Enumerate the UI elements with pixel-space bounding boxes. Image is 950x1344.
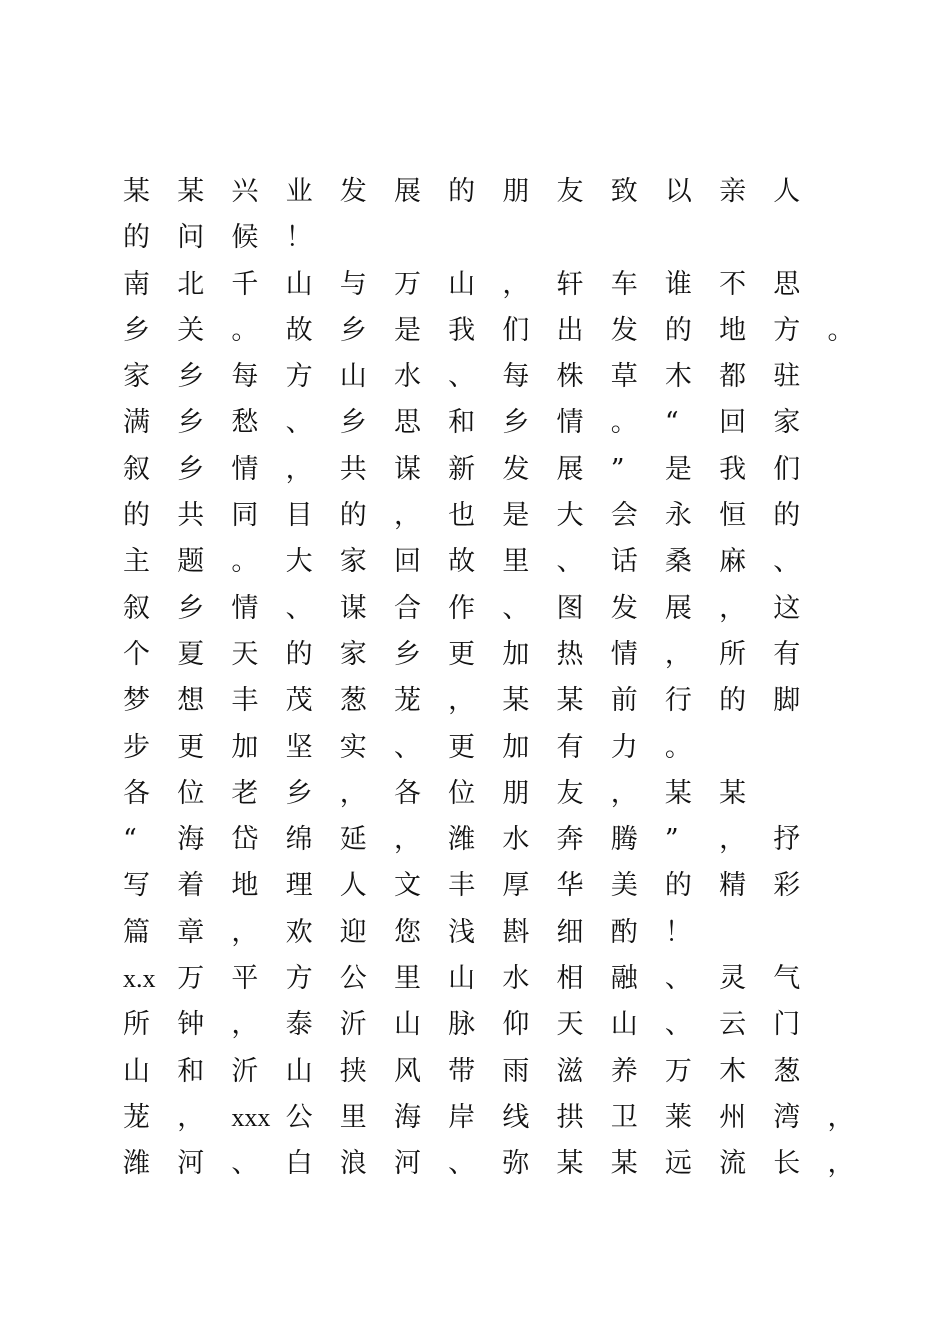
glyph: 里 — [393, 963, 421, 995]
glyph: 、 — [285, 407, 313, 439]
glyph: 大 — [285, 546, 313, 578]
glyph: 题 — [177, 546, 205, 578]
glyph: 千 — [231, 268, 259, 300]
glyph: 们 — [502, 314, 530, 346]
text-line — [123, 1141, 855, 1187]
glyph: 迎 — [339, 916, 367, 948]
glyph: 。 — [231, 314, 259, 346]
glyph: 某 — [719, 777, 747, 809]
glyph: 、 — [448, 1148, 476, 1180]
glyph: 浅 — [448, 916, 476, 948]
glyph: 某 — [664, 777, 692, 809]
glyph: 愁 — [231, 407, 259, 439]
glyph: 、 — [664, 1009, 692, 1041]
glyph: 酌 — [610, 916, 638, 948]
glyph: “ — [664, 407, 679, 439]
glyph: 候 — [231, 222, 259, 254]
glyph: 线 — [502, 1101, 530, 1133]
glyph: 朋 — [502, 777, 530, 809]
glyph: 实 — [339, 731, 367, 763]
glyph: 茏 — [123, 1101, 150, 1133]
glyph: 带 — [448, 1055, 476, 1087]
glyph: ， — [610, 777, 638, 809]
glyph: ， — [177, 1101, 205, 1133]
glyph: 、 — [502, 592, 530, 624]
glyph: 平 — [231, 963, 259, 995]
glyph: 方 — [285, 963, 313, 995]
glyph: 人 — [339, 870, 367, 902]
glyph: 前 — [610, 685, 638, 717]
glyph: ， — [393, 500, 421, 532]
text-line — [123, 863, 843, 909]
glyph: 某 — [610, 1148, 638, 1180]
glyph: 脚 — [773, 685, 801, 717]
text-line — [123, 1002, 843, 1048]
glyph: 水 — [502, 824, 530, 856]
glyph: “ — [123, 824, 137, 856]
glyph: 滋 — [556, 1055, 584, 1087]
latin-run: xxx — [231, 1102, 271, 1132]
glyph: 轩 — [556, 268, 584, 300]
glyph: 厚 — [502, 870, 530, 902]
glyph: ， — [502, 268, 530, 300]
glyph: 恒 — [719, 500, 747, 532]
glyph: 木 — [719, 1055, 747, 1087]
glyph: 门 — [773, 1009, 801, 1041]
glyph: 桑 — [664, 546, 692, 578]
glyph: 乡 — [339, 314, 367, 346]
glyph: 乡 — [177, 592, 205, 624]
glyph: 里 — [502, 546, 530, 578]
glyph: 。 — [231, 546, 259, 578]
glyph: 株 — [556, 361, 584, 393]
glyph: 河 — [177, 1148, 205, 1180]
glyph: 细 — [556, 916, 584, 948]
glyph: 会 — [610, 500, 638, 532]
text-line — [123, 632, 843, 678]
glyph: ， — [719, 592, 747, 624]
glyph: 亲 — [719, 176, 747, 207]
glyph: 我 — [448, 314, 476, 346]
text-line — [123, 586, 843, 632]
glyph: 有 — [556, 731, 584, 763]
glyph: 的 — [664, 870, 692, 902]
glyph: 草 — [610, 361, 638, 393]
glyph: 新 — [448, 453, 476, 485]
glyph: 华 — [556, 870, 584, 902]
glyph: 。 — [610, 407, 638, 439]
glyph: 致 — [610, 176, 638, 207]
glyph: 业 — [285, 176, 313, 207]
glyph: 满 — [123, 407, 150, 439]
glyph: 谁 — [664, 268, 692, 300]
glyph: 潍 — [448, 824, 476, 856]
glyph: 梦 — [123, 685, 150, 717]
glyph: 乡 — [177, 407, 205, 439]
glyph: 、 — [773, 546, 801, 578]
glyph: 茂 — [285, 685, 313, 717]
glyph: 公 — [285, 1101, 313, 1133]
glyph: 我 — [719, 453, 747, 485]
glyph: 的 — [123, 222, 150, 254]
glyph: 美 — [610, 870, 638, 902]
glyph: 山 — [448, 268, 476, 300]
glyph: 万 — [393, 268, 421, 300]
text-line — [123, 539, 843, 585]
glyph: 某 — [502, 685, 530, 717]
glyph: 乡 — [393, 638, 421, 670]
glyph: 山 — [393, 1009, 421, 1041]
glyph: 麻 — [719, 546, 747, 578]
glyph: 、 — [285, 592, 313, 624]
glyph: 是 — [393, 314, 421, 346]
glyph: 远 — [664, 1148, 692, 1180]
text-line — [123, 354, 843, 400]
glyph: 茏 — [393, 685, 421, 717]
glyph: 夏 — [177, 638, 205, 670]
glyph: 故 — [448, 546, 476, 578]
glyph: 山 — [123, 1055, 150, 1087]
glyph: 发 — [610, 314, 638, 346]
glyph: 家 — [339, 638, 367, 670]
glyph: 思 — [393, 407, 421, 439]
glyph: 欢 — [285, 916, 313, 948]
glyph: 的 — [773, 500, 801, 532]
glyph: 山 — [448, 963, 476, 995]
glyph: 问 — [177, 222, 205, 254]
body-text — [123, 169, 855, 1188]
glyph: 家 — [339, 546, 367, 578]
glyph: 不 — [719, 268, 747, 300]
glyph: 各 — [393, 777, 421, 809]
glyph: 情 — [231, 592, 259, 624]
glyph: 想 — [177, 685, 205, 717]
glyph: 主 — [123, 546, 150, 578]
glyph: 山 — [610, 1009, 638, 1041]
glyph: 展 — [664, 592, 692, 624]
glyph: 家 — [123, 361, 150, 393]
glyph: 情 — [556, 407, 584, 439]
glyph: ， — [339, 777, 367, 809]
glyph: 写 — [123, 870, 150, 902]
glyph: 万 — [664, 1055, 692, 1087]
glyph: 故 — [285, 314, 313, 346]
glyph: 沂 — [339, 1009, 367, 1041]
glyph: 脉 — [448, 1009, 476, 1041]
glyph: ， — [393, 824, 421, 856]
glyph: ” — [664, 824, 679, 856]
glyph: 北 — [177, 268, 205, 300]
glyph: 回 — [719, 407, 747, 439]
glyph: 水 — [393, 361, 421, 393]
glyph: 永 — [664, 500, 692, 532]
glyph: 的 — [123, 500, 150, 532]
glyph: 的 — [339, 500, 367, 532]
glyph: 话 — [610, 546, 638, 578]
glyph: 木 — [664, 361, 692, 393]
glyph: 大 — [556, 500, 584, 532]
glyph: 是 — [502, 500, 530, 532]
glyph: 方 — [773, 314, 801, 346]
glyph: 气 — [773, 963, 801, 995]
glyph: 腾 — [610, 824, 638, 856]
glyph: 地 — [719, 314, 747, 346]
text-line — [123, 771, 843, 817]
glyph: 车 — [610, 268, 638, 300]
glyph: 山 — [339, 361, 367, 393]
glyph: 每 — [502, 361, 530, 393]
glyph: 万 — [177, 963, 205, 995]
glyph: 湾 — [773, 1101, 801, 1133]
glyph: ！ — [664, 916, 692, 948]
glyph: ， — [285, 453, 313, 485]
glyph: 乡 — [177, 361, 205, 393]
glyph: 、 — [393, 731, 421, 763]
glyph: 绵 — [285, 824, 313, 856]
glyph: 家 — [773, 407, 801, 439]
glyph: 。 — [827, 314, 855, 346]
glyph: 和 — [448, 407, 476, 439]
glyph: 的 — [285, 638, 313, 670]
glyph: ， — [231, 1009, 259, 1041]
glyph: 山 — [285, 1055, 313, 1087]
glyph: ， — [827, 1101, 855, 1133]
glyph: 同 — [231, 500, 259, 532]
glyph: 叙 — [123, 592, 150, 624]
glyph: 着 — [177, 870, 205, 902]
glyph: ， — [231, 916, 259, 948]
text-line — [123, 1095, 855, 1141]
glyph: 某 — [177, 176, 205, 207]
glyph: 、 — [231, 1148, 259, 1180]
text-line — [123, 817, 843, 863]
glyph: 位 — [448, 777, 476, 809]
glyph: 海 — [177, 824, 205, 856]
glyph: 某 — [123, 176, 150, 207]
glyph: 加 — [502, 731, 530, 763]
glyph: 更 — [448, 731, 476, 763]
glyph: 乡 — [285, 777, 313, 809]
glyph: 、 — [664, 963, 692, 995]
glyph: 行 — [664, 685, 692, 717]
glyph: 关 — [177, 314, 205, 346]
glyph: 方 — [285, 361, 313, 393]
glyph: 莱 — [664, 1101, 692, 1133]
glyph: 葱 — [339, 685, 367, 717]
glyph: 丰 — [231, 685, 259, 717]
glyph: 养 — [610, 1055, 638, 1087]
glyph: 更 — [177, 731, 205, 763]
glyph: 地 — [231, 870, 259, 902]
glyph: 某 — [556, 1148, 584, 1180]
glyph: 有 — [773, 638, 801, 670]
glyph: 友 — [556, 777, 584, 809]
glyph: 以 — [664, 176, 692, 207]
glyph: 海 — [393, 1101, 421, 1133]
glyph: 朋 — [502, 176, 530, 207]
glyph: 长 — [773, 1148, 801, 1180]
glyph: 回 — [393, 546, 421, 578]
text-line — [123, 1049, 843, 1095]
glyph: 精 — [719, 870, 747, 902]
text-line — [123, 493, 843, 539]
glyph: 人 — [773, 176, 801, 207]
glyph: 卫 — [610, 1101, 638, 1133]
glyph: 坚 — [285, 731, 313, 763]
glyph: 老 — [231, 777, 259, 809]
glyph: 展 — [393, 176, 421, 207]
glyph: 融 — [610, 963, 638, 995]
glyph: 仰 — [502, 1009, 530, 1041]
glyph: 兴 — [231, 176, 259, 207]
text-line — [123, 956, 843, 1002]
glyph: 与 — [339, 268, 367, 300]
glyph: 彩 — [773, 870, 801, 902]
glyph: 目 — [285, 500, 313, 532]
glyph: 某 — [556, 685, 584, 717]
glyph: 浪 — [339, 1148, 367, 1180]
glyph: 的 — [664, 314, 692, 346]
glyph: 。 — [664, 731, 692, 763]
glyph: 谋 — [339, 592, 367, 624]
glyph: 热 — [556, 638, 584, 670]
glyph: 谋 — [393, 453, 421, 485]
glyph: 个 — [123, 638, 150, 670]
glyph: 篇 — [123, 916, 150, 948]
glyph: 白 — [285, 1148, 313, 1180]
glyph: 抒 — [773, 824, 801, 856]
glyph: 泰 — [285, 1009, 313, 1041]
glyph: 所 — [719, 638, 747, 670]
glyph: 乡 — [177, 453, 205, 485]
glyph: 所 — [123, 1009, 150, 1041]
glyph: 情 — [610, 638, 638, 670]
glyph: 和 — [177, 1055, 205, 1087]
text-line — [123, 215, 843, 261]
glyph: 力 — [610, 731, 638, 763]
glyph: 情 — [231, 453, 259, 485]
glyph: ， — [448, 685, 476, 717]
glyph: 奔 — [556, 824, 584, 856]
text-line — [123, 910, 843, 956]
glyph: 岸 — [448, 1101, 476, 1133]
glyph: ” — [610, 453, 625, 485]
text-line — [123, 725, 843, 771]
glyph: 里 — [339, 1101, 367, 1133]
glyph: ， — [827, 1148, 855, 1180]
glyph: 章 — [177, 916, 205, 948]
glyph: 岱 — [231, 824, 259, 856]
glyph: 乡 — [502, 407, 530, 439]
glyph: 也 — [448, 500, 476, 532]
text-line — [123, 262, 843, 308]
glyph: 都 — [719, 361, 747, 393]
glyph: 的 — [719, 685, 747, 717]
glyph: 、 — [448, 361, 476, 393]
text-line — [123, 400, 843, 446]
glyph: 这 — [773, 592, 801, 624]
glyph: 发 — [502, 453, 530, 485]
glyph: 相 — [556, 963, 584, 995]
glyph: 丰 — [448, 870, 476, 902]
glyph: 合 — [393, 592, 421, 624]
glyph: 思 — [773, 268, 801, 300]
glyph: 文 — [393, 870, 421, 902]
latin-run: x.x — [123, 964, 156, 994]
glyph: 各 — [123, 777, 150, 809]
glyph: 拱 — [556, 1101, 584, 1133]
glyph: 是 — [664, 453, 692, 485]
glyph: 弥 — [502, 1148, 530, 1180]
glyph: 挟 — [339, 1055, 367, 1087]
glyph: 南 — [123, 268, 150, 300]
glyph: 灵 — [719, 963, 747, 995]
glyph: 沂 — [231, 1055, 259, 1087]
glyph: 发 — [339, 176, 367, 207]
glyph: 延 — [339, 824, 367, 856]
glyph: 叙 — [123, 453, 150, 485]
glyph: 更 — [448, 638, 476, 670]
glyph: 理 — [285, 870, 313, 902]
glyph: 位 — [177, 777, 205, 809]
glyph: 州 — [719, 1101, 747, 1133]
glyph: 步 — [123, 731, 150, 763]
glyph: 流 — [719, 1148, 747, 1180]
glyph: 驻 — [773, 361, 801, 393]
glyph: 您 — [393, 916, 421, 948]
glyph: 图 — [556, 592, 584, 624]
glyph: 风 — [393, 1055, 421, 1087]
text-line — [123, 169, 843, 215]
glyph: 作 — [448, 592, 476, 624]
glyph: 展 — [556, 453, 584, 485]
text-line — [123, 678, 843, 724]
glyph: 水 — [502, 963, 530, 995]
glyph: 共 — [177, 500, 205, 532]
glyph: ， — [664, 638, 692, 670]
glyph: 葱 — [773, 1055, 801, 1087]
glyph: 、 — [556, 546, 584, 578]
glyph: 天 — [231, 638, 259, 670]
glyph: 的 — [448, 176, 476, 207]
glyph: 公 — [339, 963, 367, 995]
glyph: 乡 — [339, 407, 367, 439]
glyph: 友 — [556, 176, 584, 207]
glyph: 山 — [285, 268, 313, 300]
glyph: 发 — [610, 592, 638, 624]
glyph: ， — [719, 824, 747, 856]
glyph: 每 — [231, 361, 259, 393]
glyph: 出 — [556, 314, 584, 346]
glyph: 共 — [339, 453, 367, 485]
text-line — [123, 308, 855, 354]
glyph: 河 — [393, 1148, 421, 1180]
glyph: 潍 — [123, 1148, 150, 1180]
glyph: 雨 — [502, 1055, 530, 1087]
glyph: ！ — [285, 222, 313, 254]
glyph: 钟 — [177, 1009, 205, 1041]
glyph: 斟 — [502, 916, 530, 948]
glyph: 乡 — [123, 314, 150, 346]
text-line — [123, 447, 843, 493]
glyph: 加 — [502, 638, 530, 670]
glyph: 云 — [719, 1009, 747, 1041]
glyph: 们 — [773, 453, 801, 485]
glyph: 天 — [556, 1009, 584, 1041]
glyph: 加 — [231, 731, 259, 763]
